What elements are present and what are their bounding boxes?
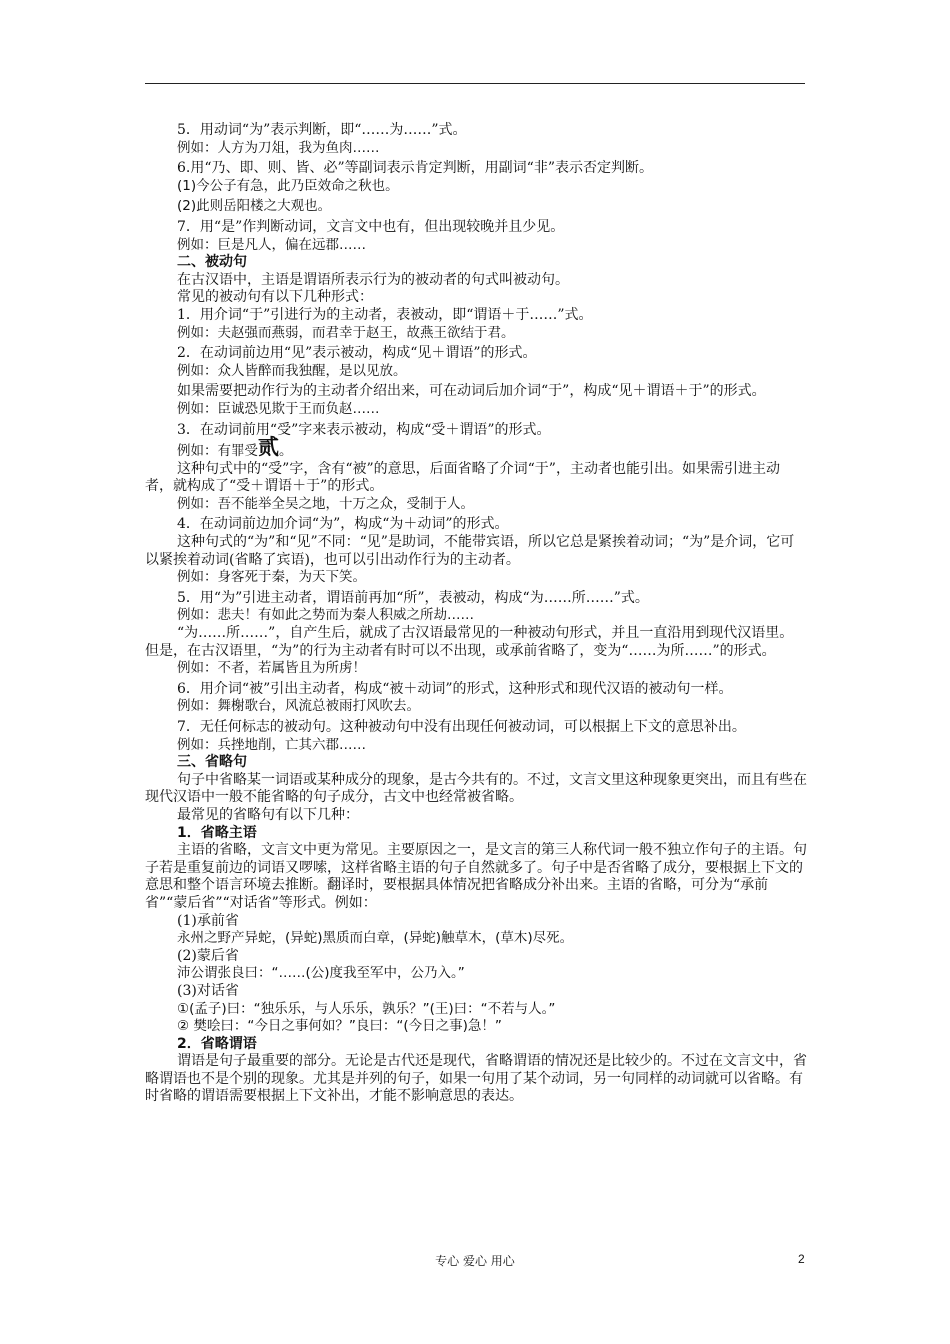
example-line: 例如：巨是凡人，偏在远郡…… — [177, 236, 366, 253]
paragraph: 5．用动词“为”表示判断，即“……为……”式。 — [177, 122, 467, 138]
example-line: 例如：人方为刀俎，我为鱼肉…… — [177, 139, 380, 156]
page-number: 2 — [798, 1252, 805, 1266]
paragraph: 5．用“为”引进主动者，谓语前再加“所”，表被动，构成“为……所……”式。 — [177, 589, 649, 606]
paragraph: “为……所……”，自产生后，就成了古汉语最常见的一种被动句形式，并且一直沿用到现代汉语里。但是，在古汉语里，“为”的行为主动者有时可以不出现，或承前省略了，变为“……为所……”的形式。 — [145, 625, 794, 659]
example-line: 例如：兵挫地削，亡其六郡…… — [177, 736, 366, 753]
paragraph: 6.用“乃、即、则、皆、必”等副词表示肯定判断，用副词“非”表示否定判断。 — [177, 160, 653, 177]
section-heading: 三、省略句 — [177, 754, 247, 771]
paragraph: (2)蒙后省 — [177, 947, 239, 964]
paragraph: 2．在动词前边用“见”表示被动，构成“见＋谓语”的形式。 — [177, 345, 537, 362]
paragraph: 3．在动词前用“受”字来表示被动，构成“受＋谓语”的形式。 — [177, 421, 551, 438]
document-body — [145, 122, 807, 1106]
paragraph: (1)承前省 — [177, 912, 239, 929]
paragraph: 如果需要把动作行为的主动者介绍出来，可在动词后加介词“于”，构成“见＋谓语＋于”的形式。 — [177, 383, 766, 400]
section-heading: 2．省略谓语 — [177, 1035, 257, 1052]
paragraph: 这种句式中的“受”字，含有“被”的意思，后面省略了介词“于”，主动者也能引出。如果需引进主动者，就构成了“受＋谓语＋于”的形式。 — [145, 460, 780, 495]
example-line: 例如：夫赵强而燕弱，而君幸于赵王，故燕王欲结于君。 — [177, 324, 515, 341]
example-line: (2)此则岳阳楼之大观也。 — [177, 198, 332, 215]
example-line: 例如：臣诚恐见欺于王而负赵…… — [177, 400, 380, 417]
example-text: 例如：有罪受 — [177, 443, 258, 460]
example-line: ①(孟子)曰：“独乐乐，与人乐乐，孰乐？”(王)曰：“不若与人。” — [177, 1000, 556, 1017]
paragraph: (3)对话省 — [177, 982, 239, 999]
example-line: (1)今公子有急，此乃臣效命之秋也。 — [177, 177, 399, 194]
example-line: 沛公谓张良曰：“……(公)度我至军中，公乃入。” — [177, 965, 465, 982]
example-line: 永州之野产异蛇，(异蛇)黑质而白章，(异蛇)触草木，(草木)尽死。 — [177, 930, 574, 947]
example-line: 例如：悲夫！有如此之势而为秦人积威之所劫…… — [177, 607, 474, 624]
emphasized-character: 贰 — [258, 435, 279, 460]
paragraph: 7．无任何标志的被动句。这种被动句中没有出现任何被动词，可以根据上下文的意思补出。 — [177, 719, 746, 735]
paragraph: 7．用“是”作判断动词，文言文中也有，但出现较晚并且少见。 — [177, 218, 565, 235]
example-line — [145, 435, 807, 461]
example-line: ② 樊哙曰：“今日之事何如？”良曰：“(今日之事)急！” — [177, 1018, 502, 1035]
example-line: 例如：身客死于秦，为天下笑。 — [177, 569, 366, 586]
section-heading: 1．省略主语 — [177, 824, 257, 841]
paragraph: 这种句式的“为”和“见”不同：“见”是助词，不能带宾语，所以它总是紧挨着动词；“为”是介词，它可以紧挨着动词(省略了宾语)，也可以引出动作行为的主动者。 — [145, 534, 795, 568]
paragraph: 常见的被动句有以下几种形式： — [177, 289, 373, 306]
paragraph: 谓语是句子最重要的部分。无论是古代还是现代，省略谓语的情况还是比较少的。不过在文言文中，省略谓语也不是个别的现象。尤其是并列的句子，如果一句用了某个动词，另一句同样的动词就可以省略。有时省略的谓语需要根据上下文补出，才能不影响意思的表达。 — [145, 1053, 807, 1105]
section-heading: 二、被动句 — [177, 254, 247, 271]
example-line: 例如：不者，若属皆且为所虏！ — [177, 660, 366, 677]
footer-slogan: 专心 爱心 用心 — [435, 1254, 515, 1268]
paragraph: 在古汉语中，主语是谓语所表示行为的被动者的句式叫被动句。 — [177, 271, 569, 288]
paragraph: 6．用介词“被”引出主动者，构成“被＋动词”的形式，这种形式和现代汉语的被动句一样。 — [177, 680, 733, 697]
example-line: 例如：吾不能举全吴之地，十万之众，受制于人。 — [177, 495, 474, 512]
paragraph: 主语的省略，文言文中更为常见。主要原因之一，是文言的第三人称代词一般不独立作句子的主语。句子若是重复前边的词语又啰嗦，这样省略主语的句子自然就多了。句子中是否省略了成分，要根据上下文的意思和整个语言环境去推断。翻译时，要根据具体情况把省略成分补出来。主语的省略，可分为“承前省”“蒙后省”“对话省”等形式。例如： — [145, 842, 807, 911]
paragraph: 句子中省略某一词语或某种成分的现象，是古今共有的。不过，文言文里这种现象更突出，而且有些在现代汉语中一般不能省略的句子成分，古文中也经常被省略。 — [145, 771, 807, 806]
paragraph: 最常见的省略句有以下几种： — [177, 806, 359, 823]
punctuation: 。 — [279, 443, 293, 460]
example-line: 例如：众人皆醉而我独醒，是以见放。 — [177, 362, 407, 379]
paragraph: 4．在动词前边加介词“为”，构成“为＋动词”的形式。 — [177, 516, 509, 533]
paragraph: 1．用介词“于”引进行为的主动者，表被动，即“谓语＋于……”式。 — [177, 306, 593, 323]
example-line: 例如：舞榭歌台，风流总被雨打风吹去。 — [177, 698, 420, 715]
header-rule — [145, 83, 805, 84]
